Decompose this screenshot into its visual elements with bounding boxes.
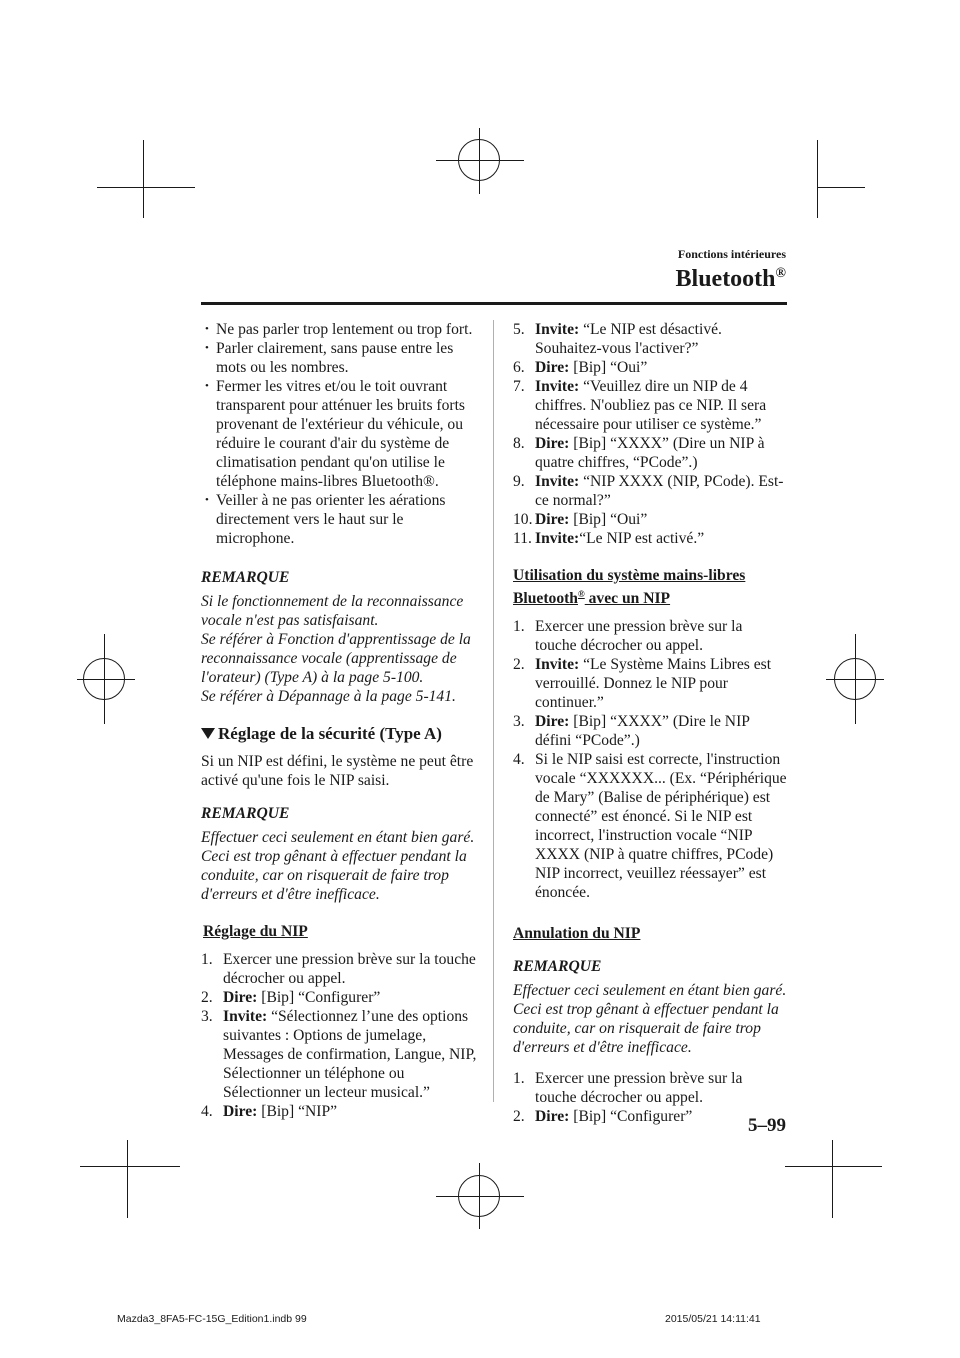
header-rule bbox=[201, 302, 787, 305]
subsection-heading: Utilisation du système mains-libres Bluetooth® avec un NIP bbox=[513, 567, 746, 608]
footer-timestamp: 2015/05/21 14:11:41 bbox=[665, 1313, 761, 1325]
list-item: 4. Dire: [Bip] “NIP” bbox=[201, 1103, 338, 1120]
list-item: 1. Exercer une pression brève sur la touche décrocher ou appel. bbox=[513, 1070, 743, 1107]
list-item: 8. Dire: [Bip] “XXXX” (Dire un NIP à quatre chiffres, “PCode”.) bbox=[513, 435, 765, 471]
bullet-item: • Veiller à ne pas orienter les aérations directement vers le haut sur le microphone. bbox=[201, 491, 485, 548]
triangle-marker-icon bbox=[201, 728, 215, 739]
chapter-label: Fonctions intérieures bbox=[677, 247, 786, 261]
page-title: Bluetooth® bbox=[675, 266, 786, 292]
note-heading: REMARQUE bbox=[201, 805, 290, 822]
list-item: 2. Dire: [Bip] “Configurer” bbox=[513, 1108, 693, 1126]
list-item: 7. Invite: “Veuillez dire un NIP de 4 chiffres. N'oubliez pas ce NIP. Il sera nécessaire pour utiliser ce système.” bbox=[513, 378, 767, 433]
note-heading: REMARQUE bbox=[201, 569, 290, 586]
list-item: 2. Dire: [Bip] “Configurer” bbox=[201, 989, 381, 1006]
footer-file: Mazda3_8FA5-FC-15G_Edition1.indb 99 bbox=[117, 1313, 307, 1325]
note-text: Effectuer ceci seulement en étant bien garé. Ceci est trop gênant à effectuer pendant la conduite, car on risquerait de faire trop d'erreurs et d'être inefficace. bbox=[201, 829, 475, 903]
bullet-item: • Ne pas parler trop lentement ou trop fort. bbox=[201, 320, 485, 339]
list-item: 3. Invite: “Sélectionnez l’une des options suivantes : Options de jumelage, Messages de confirmation, Langue, NIP, Sélectionner un téléphone ou Sélectionner un lecteur musical.” bbox=[201, 1008, 477, 1101]
list-item: 10. Dire: [Bip] “Oui” bbox=[513, 511, 648, 528]
right-column bbox=[513, 320, 787, 1126]
bullet-item: • Fermer les vitres et/ou le toit ouvrant transparent pour atténuer les bruits forts provenant de l'extérieur du véhicule, ou réduire le courant d'air du système de climatisation pendant qu'on utilise le téléphone mains-libres Bluetooth®. bbox=[201, 377, 485, 491]
list-item: 6. Dire: [Bip] “Oui” bbox=[513, 359, 648, 376]
note-text: Se référer à Dépannage à la page 5-141. bbox=[201, 688, 456, 705]
section-intro: Si un NIP est défini, le système ne peut être activé qu'une fois le NIP saisi. bbox=[201, 753, 474, 789]
list-item: 3. Dire: [Bip] “XXXX” (Dire le NIP défini “PCode”.) bbox=[513, 713, 750, 750]
subsection-heading: Réglage du NIP bbox=[203, 923, 308, 940]
column-divider bbox=[493, 320, 494, 1102]
list-item: 4. Si le NIP saisi est correcte, l'instruction vocale “XXXXXX... (Ex. “Périphérique de Mary” (Balise de périphérique) est connecté” est énoncé. Si le NIP est incorrect, l'instruction vocale “NIP XXXX (NIP à quatre chiffres, PCode) NIP incorrect, veuillez réessayer” est énoncée. bbox=[513, 751, 787, 902]
note-text: Si le fonctionnement de la reconnaissance vocale n'est pas satisfaisant. bbox=[201, 593, 464, 629]
list-item: 1. Exercer une pression brève sur la touche décrocher ou appel. bbox=[201, 951, 476, 987]
subsection-heading: Annulation du NIP bbox=[513, 925, 641, 943]
list-item: 11. Invite:“Le NIP est activé.” bbox=[513, 530, 705, 547]
note-text: Effectuer ceci seulement en étant bien garé. Ceci est trop gênant à effectuer pendant la conduite, car on risquerait de faire trop d'erreurs et d'être inefficace. bbox=[513, 982, 787, 1057]
list-item: 2. Invite: “Le Système Mains Libres est verrouillé. Donnez le NIP pour continuer.” bbox=[513, 656, 772, 712]
note-heading: REMARQUE bbox=[513, 958, 602, 976]
section-heading: Réglage de la sécurité (Type A) bbox=[201, 724, 485, 743]
page-number: 5–99 bbox=[748, 1115, 786, 1136]
left-column bbox=[201, 320, 485, 1121]
list-item: 1. Exercer une pression brève sur la touche décrocher ou appel. bbox=[513, 618, 743, 655]
list-item: 9. Invite: “NIP XXXX (NIP, PCode). Est-ce normal?” bbox=[513, 473, 784, 509]
bullet-item: • Parler clairement, sans pause entre les mots ou les nombres. bbox=[201, 339, 485, 377]
note-text: Se référer à Fonction d'apprentissage de la reconnaissance vocale (apprentissage de l'orateur) (Type A) à la page 5-100. bbox=[201, 631, 471, 686]
list-item: 5. Invite: “Le NIP est désactivé. Souhaitez-vous l'activer?” bbox=[513, 321, 722, 357]
